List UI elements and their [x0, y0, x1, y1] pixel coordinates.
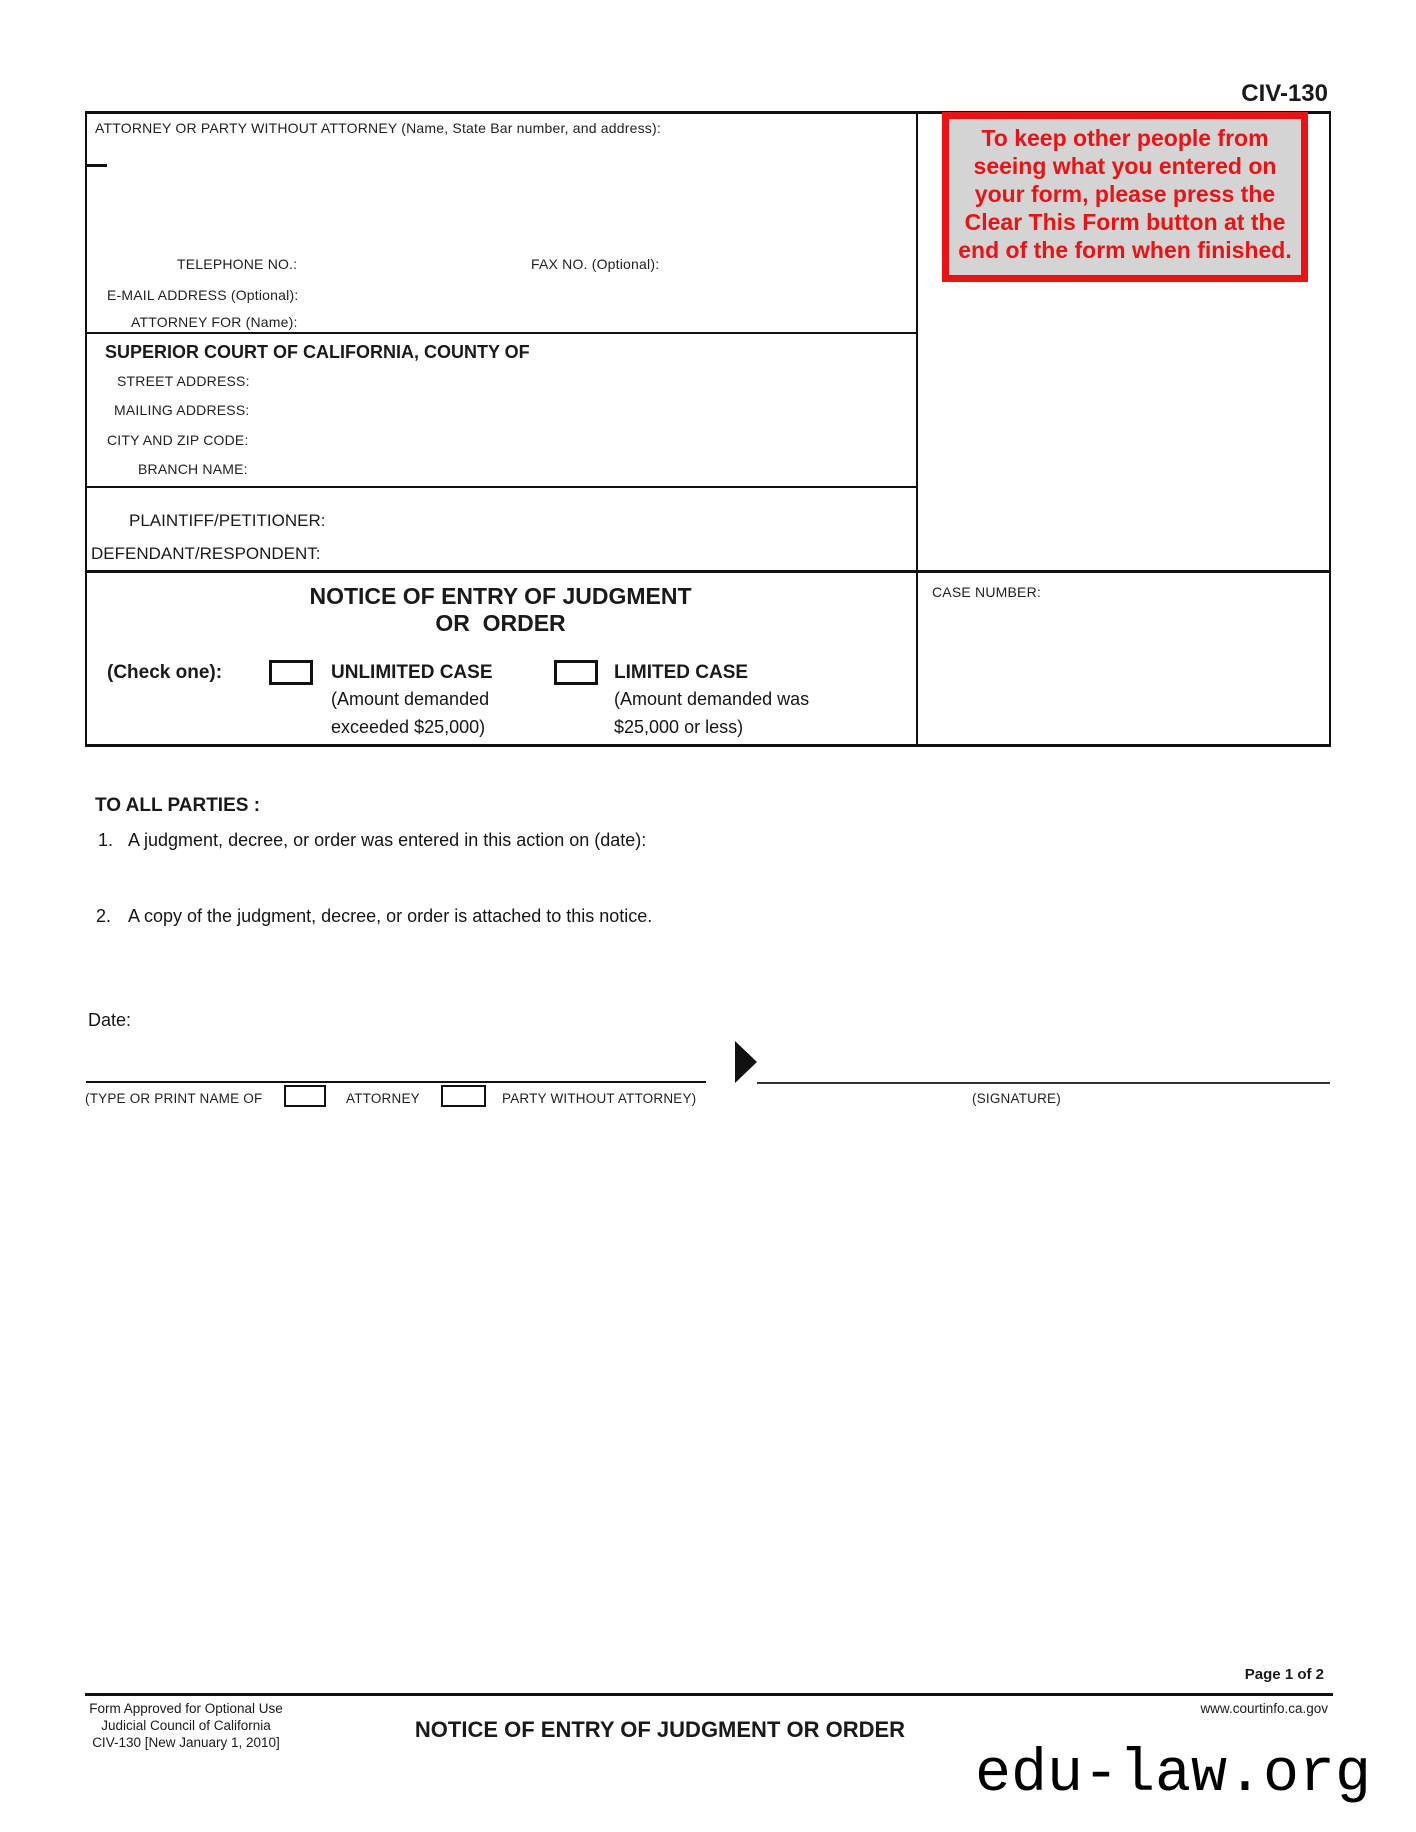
form-code: CIV-130 — [1241, 80, 1328, 107]
website-link: www.courtinfo.ca.gov — [1200, 1701, 1328, 1716]
name-line — [86, 1081, 706, 1083]
clear-form-notice-line: To keep other people from — [981, 125, 1269, 151]
limited-caption-1: (Amount demanded was — [614, 689, 810, 709]
to-all-parties-heading: TO ALL PARTIES : — [95, 795, 261, 816]
form-approved-line-1: Form Approved for Optional Use — [89, 1701, 283, 1716]
defendant-label: DEFENDANT/RESPONDENT: — [91, 544, 321, 563]
attorney-for-label: ATTORNEY FOR (Name): — [131, 314, 298, 330]
check-one-label: (Check one): — [107, 662, 223, 683]
unlimited-label: UNLIMITED CASE — [331, 662, 493, 683]
clear-form-notice-line: end of the form when finished. — [958, 237, 1292, 263]
limited-checkbox[interactable] — [554, 660, 598, 685]
signature-caption: (SIGNATURE) — [972, 1091, 1061, 1106]
party-caption: PARTY WITHOUT ATTORNEY) — [502, 1091, 697, 1106]
form-approved-line-3: CIV-130 [New January 1, 2010] — [92, 1735, 280, 1750]
limited-caption-2: $25,000 or less) — [614, 717, 744, 737]
form-border-right — [1329, 111, 1331, 747]
street-address-label: STREET ADDRESS: — [117, 373, 250, 389]
item-1-text: A judgment, decree, or order was entered in this action on (date): — [128, 830, 647, 850]
clear-form-notice-line: seeing what you entered on — [973, 153, 1277, 179]
item-2-number: 2. — [96, 906, 112, 926]
form-border-bottom — [85, 744, 1331, 747]
court-party-divider — [85, 486, 918, 488]
signature-arrow-icon — [735, 1041, 757, 1083]
form-border-left — [85, 111, 87, 747]
footer-divider — [85, 1693, 1333, 1696]
clear-form-notice-line: Clear This Form button at the — [964, 209, 1286, 235]
form-approved-line-2: Judicial Council of California — [101, 1718, 271, 1733]
item-2-text: A copy of the judgment, decree, or order is attached to this notice. — [128, 906, 653, 926]
court-heading: SUPERIOR COURT OF CALIFORNIA, COUNTY OF — [105, 342, 530, 362]
form-title-line2: OR ORDER — [435, 610, 566, 636]
signature-line — [757, 1082, 1330, 1084]
name-caption-prefix: (TYPE OR PRINT NAME OF — [85, 1091, 263, 1106]
attorney-caption: ATTORNEY — [346, 1091, 420, 1106]
mailing-address-label: MAILING ADDRESS: — [114, 402, 250, 418]
limited-label: LIMITED CASE — [614, 662, 749, 683]
plaintiff-label: PLAINTIFF/PETITIONER: — [129, 511, 326, 530]
attorney-party-label: ATTORNEY OR PARTY WITHOUT ATTORNEY (Name, State Bar number, and address): — [95, 120, 661, 136]
item-1-number: 1. — [98, 830, 114, 850]
city-zip-label: CITY AND ZIP CODE: — [107, 432, 249, 448]
footer-title: NOTICE OF ENTRY OF JUDGMENT OR ORDER — [414, 1717, 906, 1742]
attorney-name-tick — [85, 164, 107, 167]
fax-label: FAX NO. (Optional): — [531, 256, 660, 272]
case-number-label: CASE NUMBER: — [932, 584, 1041, 600]
email-label: E-MAIL ADDRESS (Optional): — [107, 287, 299, 303]
party-checkbox[interactable] — [441, 1085, 486, 1107]
unlimited-caption-2: exceeded $25,000) — [331, 717, 486, 737]
branch-name-label: BRANCH NAME: — [138, 461, 248, 477]
form-title-line1: NOTICE OF ENTRY OF JUDGMENT — [309, 583, 692, 609]
column-divider — [916, 111, 918, 747]
clear-form-notice-line: your form, please press the — [974, 181, 1276, 207]
page-indicator: Page 1 of 2 — [1244, 1666, 1324, 1683]
date-label: Date: — [88, 1010, 132, 1030]
watermark: edu-law.org — [975, 1741, 1372, 1809]
unlimited-checkbox[interactable] — [269, 660, 313, 685]
unlimited-caption-1: (Amount demanded — [331, 689, 490, 709]
clear-form-notice — [942, 112, 1308, 282]
attorney-court-divider — [85, 332, 918, 334]
caption-row-divider — [85, 570, 1331, 573]
telephone-label: TELEPHONE NO.: — [177, 256, 298, 272]
attorney-checkbox[interactable] — [284, 1085, 326, 1107]
